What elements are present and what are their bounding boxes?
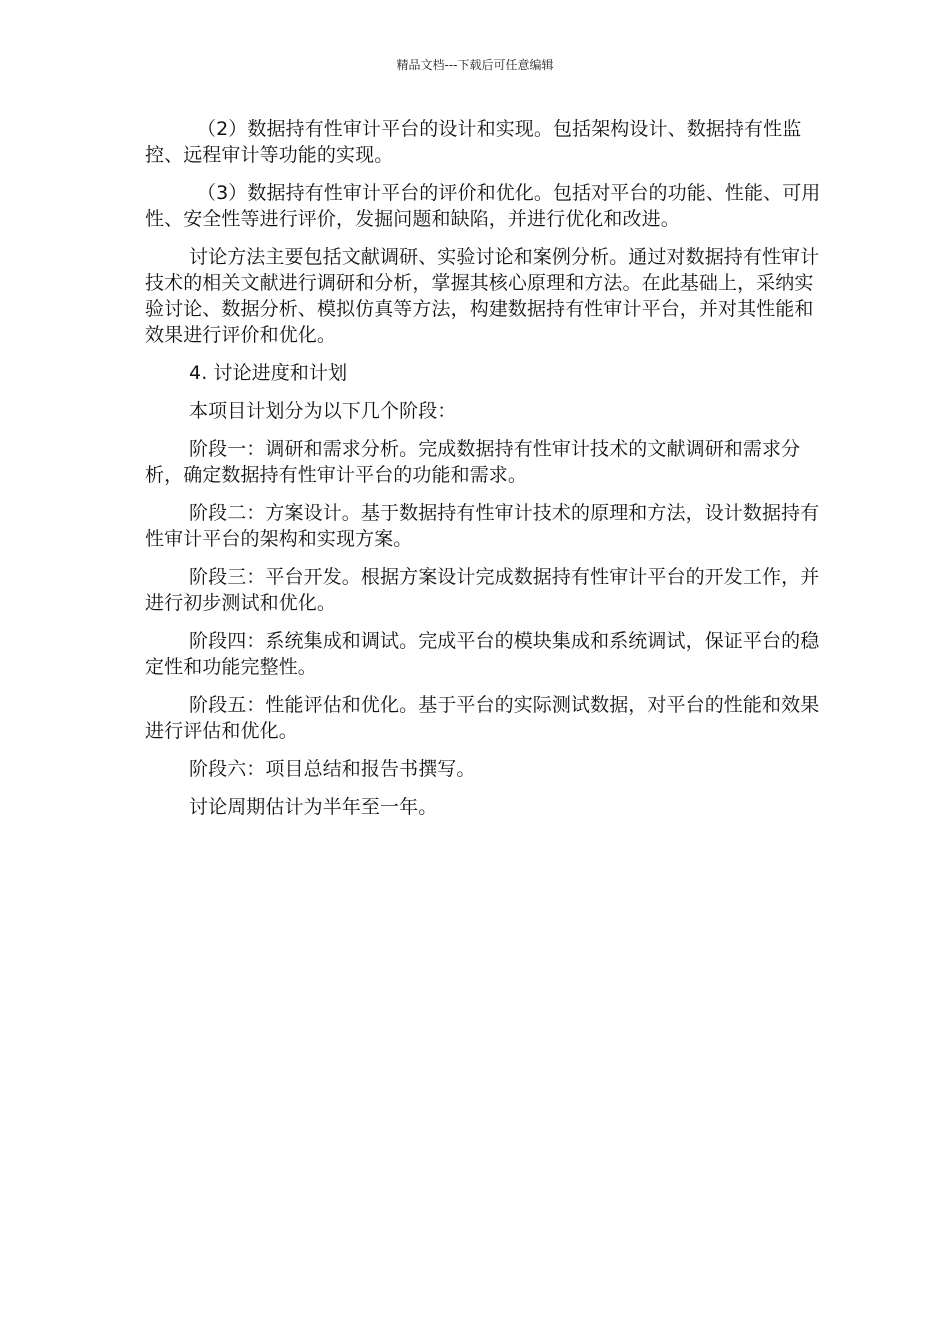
paragraph-stage-1: 阶段一：调研和需求分析。完成数据持有性审计技术的文献调研和需求分析，确定数据持有性审计平台的功能和需求。 — [145, 438, 801, 486]
paragraph-stage-2: 阶段二：方案设计。基于数据持有性审计技术的原理和方法，设计数据持有性审计平台的架构和实现方案。 — [145, 502, 820, 550]
paragraph-research-methods: 讨论方法主要包括文献调研、实验讨论和案例分析。通过对数据持有性审计技术的相关文献进行调研和分析，掌握其核心原理和方法。在此基础上，采纳实验讨论、数据分析、模拟仿真等方法，构建数据持有性审计平台，并对其性能和效果进行评价和优化。 — [145, 246, 820, 346]
paragraph-stage-5: 阶段五：性能评估和优化。基于平台的实际测试数据，对平台的性能和效果进行评估和优化。 — [145, 694, 820, 742]
paragraph-stage-6: 阶段六：项目总结和报告书撰写。 — [189, 758, 476, 780]
paragraph-item-3: （3）数据持有性审计平台的评价和优化。包括对平台的功能、性能、可用性、安全性等进行评价，发掘问题和缺陷，并进行优化和改进。 — [145, 182, 821, 230]
section-heading-schedule: 4. 讨论进度和计划 — [189, 362, 348, 384]
document-body — [145, 116, 825, 832]
paragraph-stage-4: 阶段四：系统集成和调试。完成平台的模块集成和系统调试，保证平台的稳定性和功能完整性。 — [145, 630, 820, 678]
paragraph-stage-3: 阶段三：平台开发。根据方案设计完成数据持有性审计平台的开发工作，并进行初步测试和优化。 — [145, 566, 820, 614]
paragraph-item-2: （2）数据持有性审计平台的设计和实现。包括架构设计、数据持有性监控、远程审计等功能的实现。 — [145, 118, 802, 166]
page-header: 精品文档---下载后可任意编辑 — [396, 58, 554, 72]
paragraph-duration: 讨论周期估计为半年至一年。 — [189, 796, 438, 818]
paragraph-plan-intro: 本项目计划分为以下几个阶段： — [189, 400, 457, 422]
